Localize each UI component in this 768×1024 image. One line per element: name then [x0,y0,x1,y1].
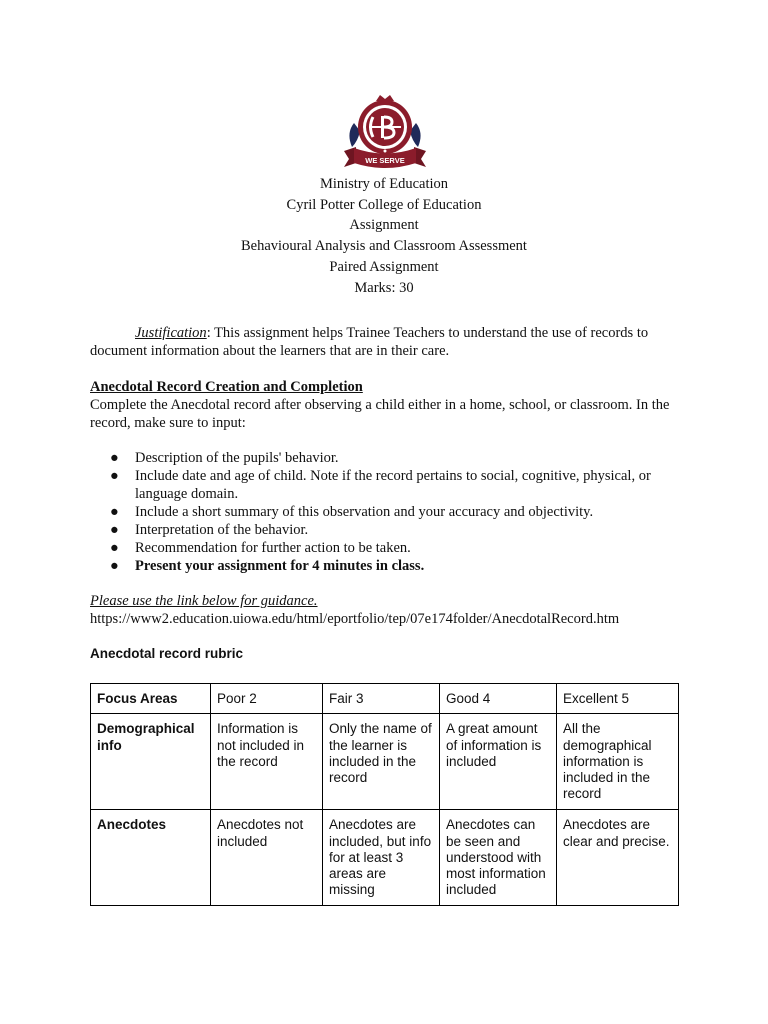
table-header-cell: Excellent 5 [557,684,679,714]
table-cell: Only the name of the learner is included in the record [323,714,440,810]
table-row [91,714,679,810]
section-title: Anecdotal Record Creation and Completion [90,379,363,395]
college-name: Cyril Potter College of Education [286,196,482,213]
ministry-line: Ministry of Education [319,176,449,192]
list-item: ● Interpretation of the behavior. [110,522,309,538]
table-cell: Anecdotes can be seen and understood with most information included [440,810,557,906]
rubric-title: Anecdotal record rubric [90,646,244,661]
list-item: ● Description of the pupils' behavior. [110,450,339,466]
list-item: ● Recommendation for further action to be taken. [110,540,411,556]
marks: Marks: 30 [354,279,414,296]
justification-paragraph [90,324,680,361]
guidance-note: Please use the link below for guidance. [90,593,318,609]
guidance-link[interactable]: https://www2.education.uiowa.edu/html/eportfolio/tep/07e174folder/AnecdotalRecord.htm [90,611,620,627]
table-cell: All the demographical information is included in the record [557,714,679,810]
course-title: Behavioural Analysis and Classroom Assessment [241,238,527,255]
table-header-cell: Focus Areas [91,684,211,714]
table-cell: A great amount of information is included [440,714,557,810]
list-item: ● Present your assignment for 4 minutes in class. [110,558,425,574]
table-cell: Anecdotes not included [211,810,323,906]
table-row [91,810,679,906]
requirements-list [90,449,680,575]
table-cell: Anecdotes are clear and precise. [557,810,679,906]
table-header-row [91,684,679,714]
rubric-table [90,683,679,906]
section-intro: Complete the Anecdotal record after observing a child either in a home, school, or classroom. In the record, make sure to input: [90,397,670,432]
crest-motto: WE SERVE [365,156,405,165]
list-item: ● Include date and age of child. Note if the record pertains to social, cognitive, physical, or language domain. [110,468,651,502]
document-header [0,174,768,298]
college-crest-icon [340,93,430,171]
justification-text: : This assignment helps Trainee Teachers to understand the use of records to document information about the learners that are in their care. [90,325,649,360]
table-cell: Anecdotes are included, but info for at least 3 areas are missing [323,810,440,906]
justification-label: Justification [135,325,207,341]
list-item: ● Include a short summary of this observation and your accuracy and objectivity. [110,504,594,520]
assignment-type: Paired Assignment [329,258,439,275]
table-cell: Anecdotes [91,810,211,906]
table-cell: Information is not included in the record [211,714,323,810]
doc-type: Assignment [349,217,419,234]
table-header-cell: Poor 2 [211,684,323,714]
table-cell: Demographical info [91,714,211,810]
table-header-cell: Fair 3 [323,684,440,714]
table-header-cell: Good 4 [440,684,557,714]
